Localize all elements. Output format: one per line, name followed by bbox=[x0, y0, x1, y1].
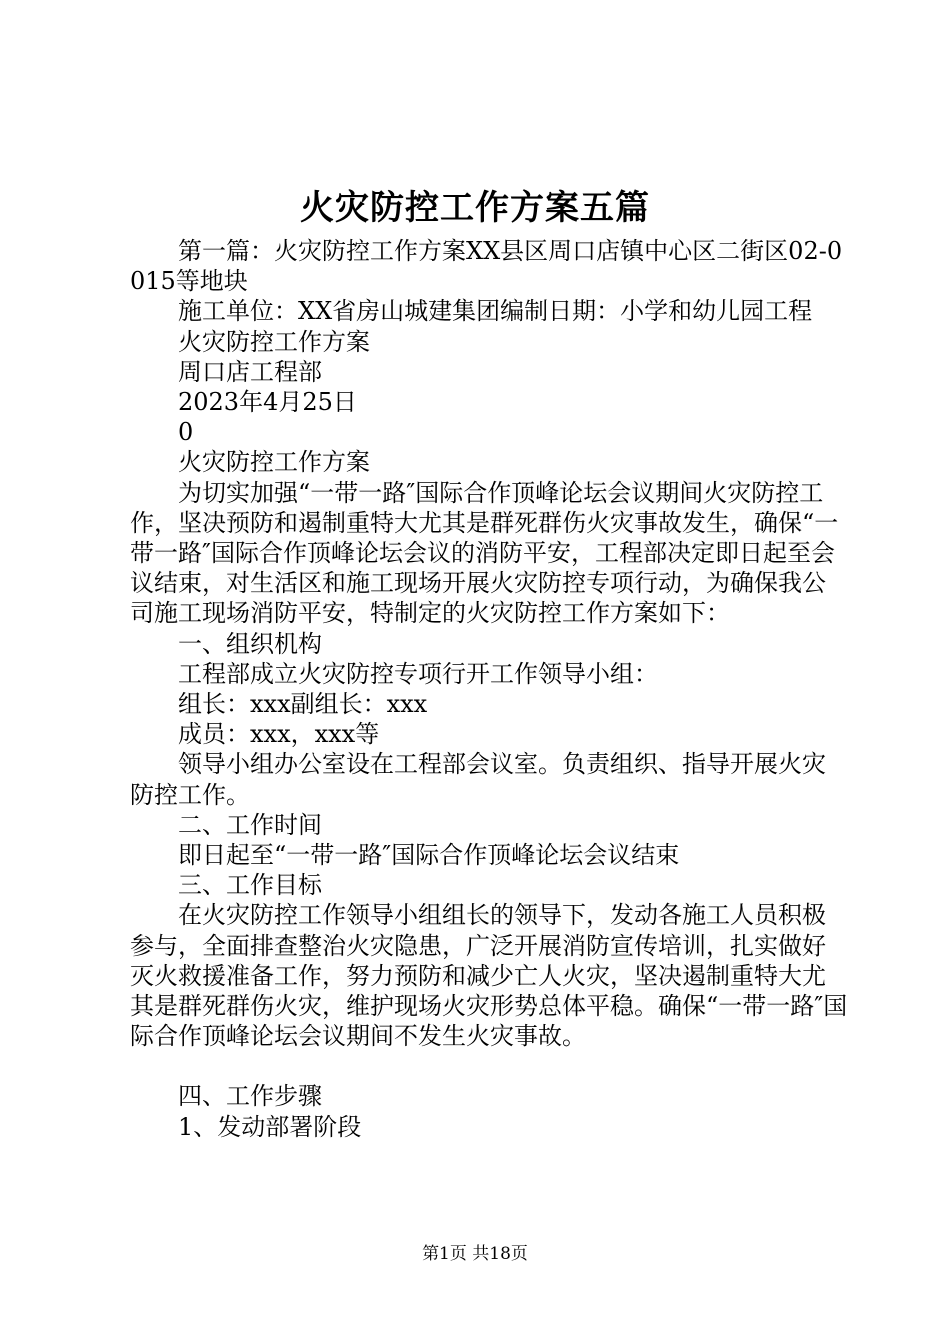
paragraph: 2023年4月25日 bbox=[178, 388, 357, 417]
paragraph: 第一篇：火灾防控工作方案XX县区周口店镇中心区二街区02-0015等地块 bbox=[130, 237, 843, 296]
paragraph: 火灾防控工作方案 bbox=[178, 448, 370, 477]
paragraph: 工程部成立火灾防控专项行开工作领导小组： bbox=[178, 659, 658, 688]
paragraph: 火灾防控工作方案 bbox=[178, 327, 370, 356]
page-number: 第1页 共18页 bbox=[422, 1244, 528, 1264]
paragraph: 1、发动部署阶段 bbox=[178, 1112, 362, 1141]
section-heading: 一、组织机构 bbox=[178, 629, 322, 658]
paragraph: 组长：xxx副组长：xxx bbox=[178, 690, 428, 719]
document-title: 火灾防控工作方案五篇 bbox=[300, 188, 650, 228]
section-heading: 四、工作步骤 bbox=[178, 1082, 322, 1111]
paragraph: 即日起至“一带一路″国际合作顶峰论坛会议结束 bbox=[178, 841, 680, 870]
paragraph: 为切实加强“一带一路″国际合作顶峰论坛会议期间火灾防控工作，坚决预防和遏制重特大尤其是群死群伤火灾事故发生，确保“一带一路″国际合作顶峰论坛会议的消防平安，工程部决定即日起至会议结束，对生活区和施工现场开展火灾防控专项行动，为确保我公司施工现场消防平安，特制定的火灾防控工作方案如下： bbox=[130, 478, 839, 628]
paragraph: 施工单位：XX省房山城建集团编制日期：小学和幼儿园工程 bbox=[178, 297, 813, 326]
paragraph: 0 bbox=[178, 418, 194, 447]
document-body bbox=[130, 236, 848, 1142]
paragraph: 在火灾防控工作领导小组组长的领导下，发动各施工人员积极参与，全面排查整治火灾隐患，广泛开展消防宣传培训，扎实做好灭火救援准备工作，努力预防和减少亡人火灾，坚决遏制重特大尤其是群死群伤火灾，维护现场火灾形势总体平稳。确保“一带一路″国际合作顶峰论坛会议期间不发生火灾事故。 bbox=[130, 901, 848, 1051]
paragraph: 领导小组办公室设在工程部会议室。负责组织、指导开展火灾防控工作。 bbox=[130, 750, 826, 809]
section-heading: 三、工作目标 bbox=[178, 871, 322, 900]
paragraph: 周口店工程部 bbox=[178, 357, 322, 386]
paragraph: 成员：xxx，xxx等 bbox=[178, 720, 380, 749]
section-heading: 二、工作时间 bbox=[178, 810, 322, 839]
